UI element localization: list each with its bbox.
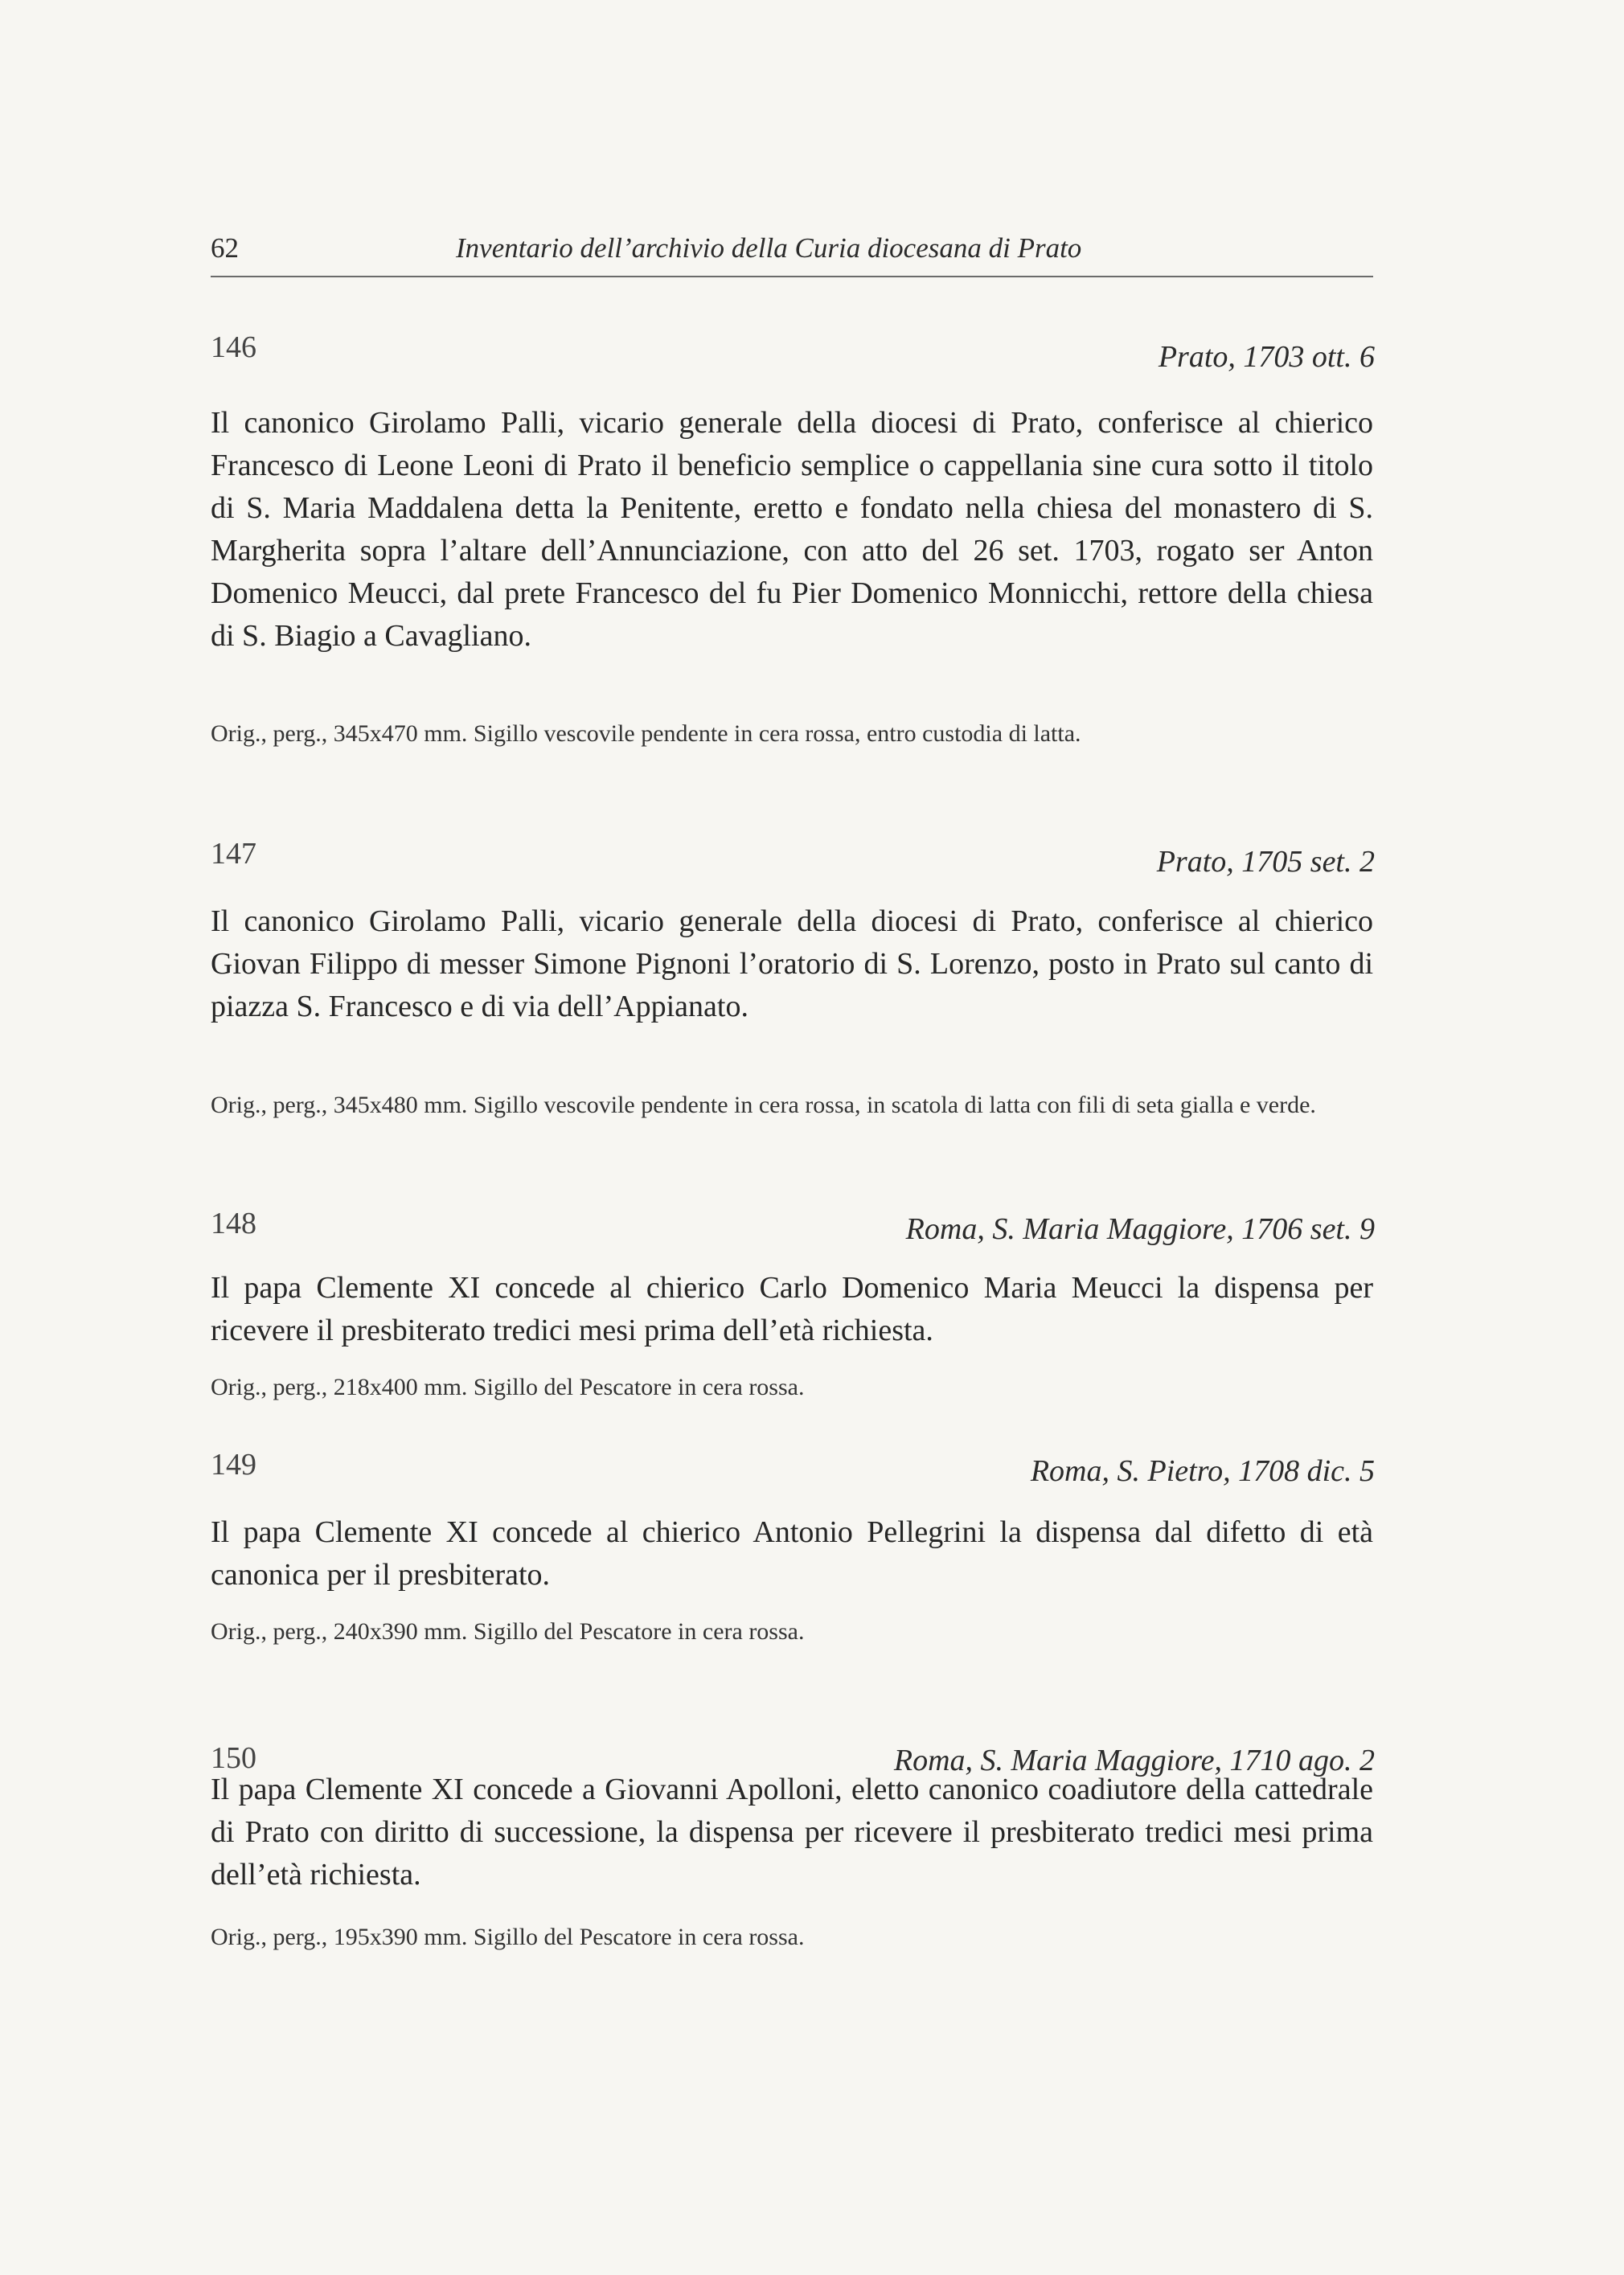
entry-number: 148 (211, 1207, 256, 1240)
entry-date: Roma, S. Pietro, 1708 dic. 5 (1030, 1454, 1375, 1488)
entry-text: Il canonico Girolamo Palli, vicario generale della diocesi di Prato, conferisce al chierico Giovan Filippo di messer Simone Pignoni l’oratorio di S. Lorenzo, posto in Prato sul canto di piazza S. Francesco e di via dell’Appianato. (211, 904, 1373, 1023)
entry-text: Il papa Clemente XI concede a Giovanni Apolloni, eletto canonico coadiutore della cattedrale di Prato con diritto di successione, la dispensa per ricevere il presbiterato tredici mesi prima dell’età richiesta. (211, 1773, 1373, 1892)
entry-date: Roma, S. Maria Maggiore, 1706 set. 9 (905, 1212, 1375, 1246)
entry-description: Orig., perg., 195x390 mm. Sigillo del Pescatore in cera rossa. (211, 1924, 805, 1950)
entry-date: Roma, S. Maria Maggiore, 1710 ago. 2 (893, 1744, 1375, 1777)
entry-date: Prato, 1705 set. 2 (1156, 845, 1375, 879)
entry-number: 147 (211, 837, 256, 871)
entry-description: Orig., perg., 240x390 mm. Sigillo del Pescatore in cera rossa. (211, 1618, 805, 1645)
running-title: Inventario dell’archivio della Curia diocesana di Prato (456, 232, 1082, 264)
entry-text: Il papa Clemente XI concede al chierico Antonio Pellegrini la dispensa dal difetto di età canonica per il presbiterato. (211, 1515, 1373, 1592)
entry-text: Il papa Clemente XI concede al chierico Carlo Domenico Maria Meucci la dispensa per ricevere il presbiterato tredici mesi prima dell’età richiesta. (211, 1271, 1373, 1347)
entry-number: 150 (211, 1741, 256, 1775)
entry-description: Orig., perg., 218x400 mm. Sigillo del Pescatore in cera rossa. (211, 1374, 805, 1400)
page-header (211, 228, 1373, 277)
entry-description: Orig., perg., 345x480 mm. Sigillo vescovile pendente in cera rossa, in scatola di latta con fili di seta gialla e verde. (211, 1092, 1316, 1118)
entry-date: Prato, 1703 ott. 6 (1158, 340, 1375, 374)
entry-number: 146 (211, 330, 256, 364)
entry-text: Il canonico Girolamo Palli, vicario generale della diocesi di Prato, conferisce al chierico Francesco di Leone Leoni di Prato il beneficio semplice o cappellania sine cura sotto il titolo di S. Maria Maddalena detta la Penitente, eretto e fondato nella chiesa del monastero di S. Margherita sopra l’altare dell’Annunciazione, con atto del 26 set. 1703, rogato ser Anton Domenico Meucci, dal prete Francesco del fu Pier Domenico Monnicchi, rettore della chiesa di S. Biagio a Cavagliano. (211, 406, 1373, 653)
page-number: 62 (211, 232, 239, 264)
entry-number: 149 (211, 1448, 256, 1482)
entry-description: Orig., perg., 345x470 mm. Sigillo vescovile pendente in cera rossa, entro custodia di latta. (211, 720, 1081, 747)
